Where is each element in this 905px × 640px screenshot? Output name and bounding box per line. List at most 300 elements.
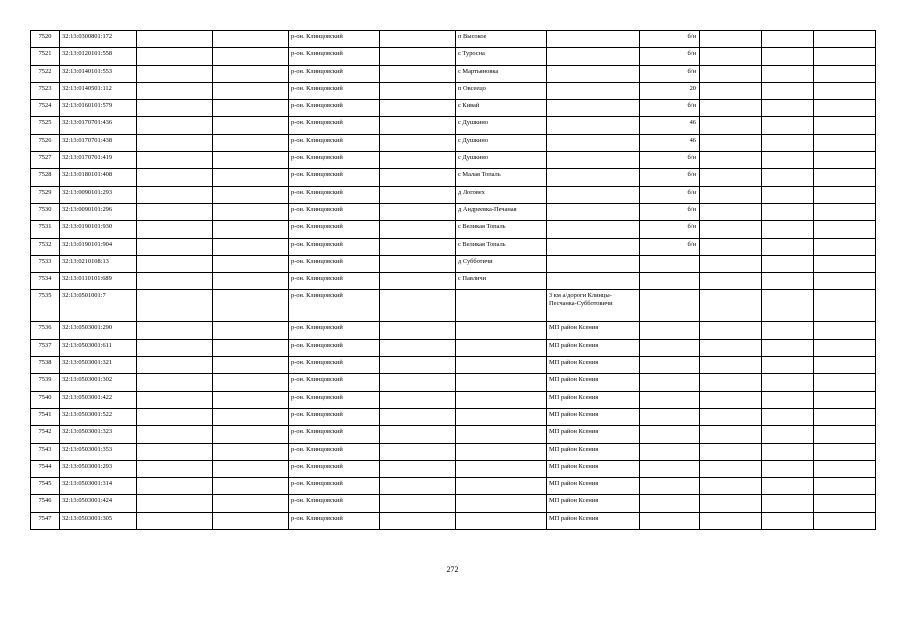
locality-cell: с Мартьяновка — [456, 65, 547, 82]
locality-cell — [456, 339, 547, 356]
district-cell: р-он. Клинцовский — [289, 169, 380, 186]
address-detail-cell: МП район Ксения — [547, 374, 640, 391]
cadastral-number-cell: 32:13:0190101:930 — [60, 221, 137, 238]
empty-cell — [700, 100, 762, 117]
address-detail-cell — [547, 100, 640, 117]
empty-cell — [213, 100, 289, 117]
row-number-cell: 7544 — [31, 460, 60, 477]
cadastral-number-cell: 32:13:0170701:419 — [60, 152, 137, 169]
district-cell: р-он. Клинцовский — [289, 65, 380, 82]
locality-cell: д Андреевка-Печаная — [456, 203, 547, 220]
empty-cell — [762, 134, 814, 151]
district-cell: р-он. Клинцовский — [289, 186, 380, 203]
address-detail-cell: МП район Ксения — [547, 495, 640, 512]
empty-cell — [762, 478, 814, 495]
empty-cell — [700, 357, 762, 374]
locality-cell — [456, 290, 547, 322]
address-detail-cell — [547, 117, 640, 134]
table-row — [31, 169, 876, 186]
empty-cell — [762, 391, 814, 408]
address-detail-cell: МП район Ксения — [547, 322, 640, 339]
empty-cell — [213, 426, 289, 443]
address-detail-cell: МП район Ксения — [547, 339, 640, 356]
empty-cell — [814, 495, 876, 512]
house-number-cell — [640, 339, 700, 356]
house-number-cell — [640, 512, 700, 529]
empty-cell — [213, 152, 289, 169]
row-number-cell: 7537 — [31, 339, 60, 356]
house-number-cell — [640, 322, 700, 339]
empty-cell — [380, 391, 456, 408]
row-number-cell: 7524 — [31, 100, 60, 117]
locality-cell — [456, 495, 547, 512]
district-cell: р-он. Клинцовский — [289, 82, 380, 99]
empty-cell — [814, 460, 876, 477]
empty-cell — [814, 273, 876, 290]
empty-cell — [137, 290, 213, 322]
address-detail-cell: 3 км а/дороги Клинцы-Песчанка-Субботовичи — [547, 290, 640, 322]
empty-cell — [700, 169, 762, 186]
table-row — [31, 48, 876, 65]
district-cell: р-он. Клинцовский — [289, 273, 380, 290]
locality-cell — [456, 374, 547, 391]
empty-cell — [137, 100, 213, 117]
address-detail-cell: МП район Ксения — [547, 478, 640, 495]
empty-cell — [762, 408, 814, 425]
empty-cell — [213, 82, 289, 99]
locality-cell — [456, 357, 547, 374]
table-row — [31, 512, 876, 529]
table-row — [31, 322, 876, 339]
cadastral-number-cell: 32:13:0503001:611 — [60, 339, 137, 356]
house-number-cell: б/н — [640, 48, 700, 65]
empty-cell — [213, 443, 289, 460]
address-detail-cell — [547, 82, 640, 99]
empty-cell — [814, 100, 876, 117]
cadastral-number-cell: 32:13:0140101:553 — [60, 65, 137, 82]
empty-cell — [762, 186, 814, 203]
empty-cell — [213, 117, 289, 134]
empty-cell — [700, 203, 762, 220]
empty-cell — [700, 460, 762, 477]
address-detail-cell — [547, 169, 640, 186]
cadastral-number-cell: 32:13:0503001:424 — [60, 495, 137, 512]
locality-cell — [456, 478, 547, 495]
empty-cell — [137, 374, 213, 391]
table-row — [31, 443, 876, 460]
cadastral-number-cell: 32:13:0170701:436 — [60, 117, 137, 134]
cadastral-number-cell: 32:13:0300801:172 — [60, 31, 137, 48]
empty-cell — [380, 426, 456, 443]
empty-cell — [213, 31, 289, 48]
empty-cell — [213, 322, 289, 339]
empty-cell — [762, 221, 814, 238]
empty-cell — [762, 169, 814, 186]
empty-cell — [213, 512, 289, 529]
district-cell: р-он. Клинцовский — [289, 238, 380, 255]
empty-cell — [700, 408, 762, 425]
address-detail-cell: МП район Ксения — [547, 357, 640, 374]
empty-cell — [814, 48, 876, 65]
empty-cell — [814, 408, 876, 425]
house-number-cell — [640, 426, 700, 443]
empty-cell — [137, 495, 213, 512]
empty-cell — [814, 255, 876, 272]
table-row — [31, 478, 876, 495]
house-number-cell: б/н — [640, 152, 700, 169]
table-row — [31, 82, 876, 99]
empty-cell — [380, 512, 456, 529]
district-cell: р-он. Клинцовский — [289, 100, 380, 117]
empty-cell — [700, 186, 762, 203]
locality-cell — [456, 460, 547, 477]
cadastral-number-cell: 32:13:0120101:558 — [60, 48, 137, 65]
empty-cell — [137, 273, 213, 290]
empty-cell — [380, 273, 456, 290]
house-number-cell — [640, 478, 700, 495]
empty-cell — [762, 512, 814, 529]
district-cell: р-он. Клинцовский — [289, 339, 380, 356]
table-row — [31, 290, 876, 322]
empty-cell — [700, 443, 762, 460]
row-number-cell: 7530 — [31, 203, 60, 220]
empty-cell — [137, 221, 213, 238]
district-cell: р-он. Клинцовский — [289, 322, 380, 339]
district-cell: р-он. Клинцовский — [289, 203, 380, 220]
empty-cell — [700, 152, 762, 169]
empty-cell — [380, 443, 456, 460]
empty-cell — [137, 357, 213, 374]
empty-cell — [137, 82, 213, 99]
empty-cell — [700, 117, 762, 134]
empty-cell — [213, 495, 289, 512]
empty-cell — [213, 391, 289, 408]
empty-cell — [137, 169, 213, 186]
row-number-cell: 7529 — [31, 186, 60, 203]
house-number-cell — [640, 495, 700, 512]
cadastral-number-cell: 32:13:0170701:438 — [60, 134, 137, 151]
locality-cell: с Душкино — [456, 134, 547, 151]
empty-cell — [380, 152, 456, 169]
empty-cell — [814, 478, 876, 495]
empty-cell — [700, 31, 762, 48]
empty-cell — [137, 408, 213, 425]
empty-cell — [762, 443, 814, 460]
house-number-cell — [640, 357, 700, 374]
empty-cell — [380, 48, 456, 65]
empty-cell — [762, 65, 814, 82]
empty-cell — [213, 134, 289, 151]
row-number-cell: 7521 — [31, 48, 60, 65]
district-cell: р-он. Клинцовский — [289, 391, 380, 408]
district-cell: р-он. Клинцовский — [289, 443, 380, 460]
empty-cell — [380, 134, 456, 151]
locality-cell: с Душкино — [456, 117, 547, 134]
table-row — [31, 203, 876, 220]
locality-cell — [456, 408, 547, 425]
row-number-cell: 7538 — [31, 357, 60, 374]
cadastral-number-cell: 32:13:0503001:522 — [60, 408, 137, 425]
empty-cell — [762, 238, 814, 255]
cadastral-number-cell: 32:13:0503001:302 — [60, 374, 137, 391]
district-cell: р-он. Клинцовский — [289, 495, 380, 512]
row-number-cell: 7540 — [31, 391, 60, 408]
row-number-cell: 7533 — [31, 255, 60, 272]
registry-table-body — [31, 31, 876, 530]
table-row — [31, 238, 876, 255]
empty-cell — [213, 374, 289, 391]
cadastral-number-cell: 32:13:0140501:112 — [60, 82, 137, 99]
row-number-cell: 7523 — [31, 82, 60, 99]
empty-cell — [380, 31, 456, 48]
row-number-cell: 7534 — [31, 273, 60, 290]
cadastral-number-cell: 32:13:0503001:314 — [60, 478, 137, 495]
empty-cell — [137, 426, 213, 443]
empty-cell — [137, 203, 213, 220]
empty-cell — [762, 374, 814, 391]
address-detail-cell: МП район Ксения — [547, 512, 640, 529]
cadastral-number-cell: 32:13:0190101:904 — [60, 238, 137, 255]
district-cell: р-он. Клинцовский — [289, 408, 380, 425]
row-number-cell: 7522 — [31, 65, 60, 82]
empty-cell — [814, 426, 876, 443]
district-cell: р-он. Клинцовский — [289, 255, 380, 272]
district-cell: р-он. Клинцовский — [289, 134, 380, 151]
row-number-cell: 7536 — [31, 322, 60, 339]
empty-cell — [380, 255, 456, 272]
house-number-cell — [640, 443, 700, 460]
empty-cell — [700, 512, 762, 529]
address-detail-cell — [547, 255, 640, 272]
district-cell: р-он. Клинцовский — [289, 460, 380, 477]
empty-cell — [814, 339, 876, 356]
empty-cell — [137, 65, 213, 82]
row-number-cell: 7545 — [31, 478, 60, 495]
house-number-cell: б/н — [640, 238, 700, 255]
empty-cell — [137, 512, 213, 529]
locality-cell: с Туросна — [456, 48, 547, 65]
cadastral-number-cell: 32:13:0503001:323 — [60, 426, 137, 443]
row-number-cell: 7547 — [31, 512, 60, 529]
empty-cell — [814, 221, 876, 238]
house-number-cell: б/н — [640, 31, 700, 48]
empty-cell — [814, 203, 876, 220]
house-number-cell: 46 — [640, 134, 700, 151]
empty-cell — [762, 339, 814, 356]
locality-cell: с Великая Топаль — [456, 238, 547, 255]
row-number-cell: 7527 — [31, 152, 60, 169]
row-number-cell: 7546 — [31, 495, 60, 512]
empty-cell — [380, 495, 456, 512]
table-row — [31, 495, 876, 512]
row-number-cell: 7528 — [31, 169, 60, 186]
empty-cell — [380, 339, 456, 356]
empty-cell — [700, 238, 762, 255]
row-number-cell: 7525 — [31, 117, 60, 134]
row-number-cell: 7539 — [31, 374, 60, 391]
empty-cell — [380, 478, 456, 495]
empty-cell — [814, 31, 876, 48]
page-number: 272 — [446, 565, 459, 574]
district-cell: р-он. Клинцовский — [289, 31, 380, 48]
house-number-cell: б/н — [640, 169, 700, 186]
table-row — [31, 273, 876, 290]
empty-cell — [380, 221, 456, 238]
locality-cell — [456, 443, 547, 460]
address-detail-cell — [547, 65, 640, 82]
district-cell: р-он. Клинцовский — [289, 512, 380, 529]
house-number-cell — [640, 391, 700, 408]
table-row — [31, 221, 876, 238]
empty-cell — [380, 322, 456, 339]
locality-cell: п Овсеецо — [456, 82, 547, 99]
empty-cell — [814, 357, 876, 374]
address-detail-cell — [547, 48, 640, 65]
empty-cell — [814, 443, 876, 460]
empty-cell — [137, 322, 213, 339]
house-number-cell: б/н — [640, 100, 700, 117]
empty-cell — [814, 134, 876, 151]
address-detail-cell: МП район Ксения — [547, 443, 640, 460]
empty-cell — [213, 203, 289, 220]
empty-cell — [137, 391, 213, 408]
empty-cell — [700, 478, 762, 495]
empty-cell — [137, 186, 213, 203]
empty-cell — [380, 238, 456, 255]
district-cell: р-он. Клинцовский — [289, 290, 380, 322]
address-detail-cell: МП район Ксения — [547, 391, 640, 408]
cadastral-number-cell: 32:13:0180101:408 — [60, 169, 137, 186]
cadastral-number-cell: 32:13:0503001:293 — [60, 460, 137, 477]
locality-cell: с Малая Топаль — [456, 169, 547, 186]
row-number-cell: 7532 — [31, 238, 60, 255]
district-cell: р-он. Клинцовский — [289, 117, 380, 134]
locality-cell — [456, 322, 547, 339]
empty-cell — [213, 408, 289, 425]
house-number-cell — [640, 290, 700, 322]
empty-cell — [814, 290, 876, 322]
row-number-cell: 7531 — [31, 221, 60, 238]
locality-cell: с Великая Топаль — [456, 221, 547, 238]
empty-cell — [814, 82, 876, 99]
row-number-cell: 7526 — [31, 134, 60, 151]
district-cell: р-он. Клинцовский — [289, 221, 380, 238]
district-cell: р-он. Клинцовский — [289, 357, 380, 374]
locality-cell: с Душкино — [456, 152, 547, 169]
house-number-cell: 20 — [640, 82, 700, 99]
cadastral-number-cell: 32:13:0503001:290 — [60, 322, 137, 339]
table-row — [31, 357, 876, 374]
table-row — [31, 460, 876, 477]
empty-cell — [380, 357, 456, 374]
table-row — [31, 426, 876, 443]
address-detail-cell — [547, 221, 640, 238]
empty-cell — [213, 339, 289, 356]
empty-cell — [137, 339, 213, 356]
empty-cell — [213, 238, 289, 255]
district-cell: р-он. Клинцовский — [289, 152, 380, 169]
empty-cell — [814, 186, 876, 203]
row-number-cell: 7541 — [31, 408, 60, 425]
empty-cell — [814, 374, 876, 391]
district-cell: р-он. Клинцовский — [289, 374, 380, 391]
empty-cell — [762, 117, 814, 134]
house-number-cell: б/н — [640, 65, 700, 82]
empty-cell — [380, 117, 456, 134]
house-number-cell — [640, 460, 700, 477]
empty-cell — [700, 221, 762, 238]
registry-table — [30, 30, 876, 530]
cadastral-number-cell: 32:13:0090101:296 — [60, 203, 137, 220]
empty-cell — [762, 48, 814, 65]
empty-cell — [814, 65, 876, 82]
house-number-cell — [640, 273, 700, 290]
empty-cell — [762, 255, 814, 272]
address-detail-cell — [547, 152, 640, 169]
empty-cell — [762, 460, 814, 477]
address-detail-cell — [547, 134, 640, 151]
empty-cell — [700, 495, 762, 512]
cadastral-number-cell: 32:13:0160101:579 — [60, 100, 137, 117]
empty-cell — [814, 512, 876, 529]
address-detail-cell — [547, 31, 640, 48]
table-row — [31, 152, 876, 169]
empty-cell — [380, 408, 456, 425]
empty-cell — [762, 152, 814, 169]
district-cell: р-он. Клинцовский — [289, 478, 380, 495]
empty-cell — [762, 322, 814, 339]
address-detail-cell: МП район Ксения — [547, 426, 640, 443]
empty-cell — [213, 478, 289, 495]
empty-cell — [213, 65, 289, 82]
empty-cell — [700, 322, 762, 339]
empty-cell — [762, 273, 814, 290]
district-cell: р-он. Клинцовский — [289, 48, 380, 65]
empty-cell — [762, 357, 814, 374]
empty-cell — [700, 339, 762, 356]
empty-cell — [137, 478, 213, 495]
empty-cell — [700, 255, 762, 272]
address-detail-cell — [547, 238, 640, 255]
table-row — [31, 65, 876, 82]
address-detail-cell — [547, 186, 640, 203]
cadastral-number-cell: 32:13:0503001:353 — [60, 443, 137, 460]
address-detail-cell: МП район Ксения — [547, 408, 640, 425]
table-row — [31, 374, 876, 391]
table-row — [31, 391, 876, 408]
empty-cell — [814, 238, 876, 255]
empty-cell — [137, 134, 213, 151]
locality-cell: д Логовех — [456, 186, 547, 203]
empty-cell — [814, 117, 876, 134]
table-row — [31, 134, 876, 151]
empty-cell — [814, 152, 876, 169]
table-row — [31, 255, 876, 272]
address-detail-cell — [547, 203, 640, 220]
empty-cell — [700, 48, 762, 65]
table-row — [31, 408, 876, 425]
locality-cell: д Субботичи — [456, 255, 547, 272]
cadastral-number-cell: 32:13:0503001:305 — [60, 512, 137, 529]
locality-cell — [456, 426, 547, 443]
empty-cell — [137, 443, 213, 460]
empty-cell — [213, 290, 289, 322]
empty-cell — [762, 82, 814, 99]
empty-cell — [137, 152, 213, 169]
cadastral-number-cell: 32:13:0110101:689 — [60, 273, 137, 290]
empty-cell — [814, 391, 876, 408]
empty-cell — [380, 203, 456, 220]
